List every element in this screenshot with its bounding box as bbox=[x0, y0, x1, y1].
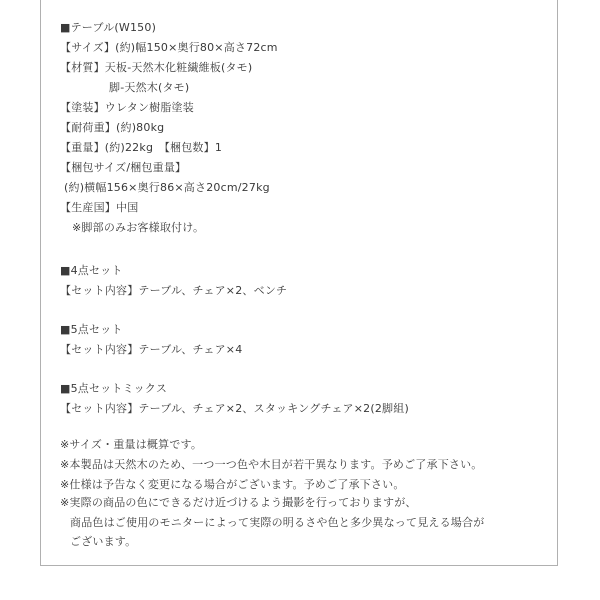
table-material-legs: 脚-天然木(タモ) bbox=[109, 81, 190, 94]
set-contents: 【セット内容】テーブル、チェア×4 bbox=[60, 343, 243, 356]
table-package-label: 【梱包サイズ/梱包重量】 bbox=[60, 161, 187, 174]
table-package-value: (約)横幅156×奥行86×高さ20cm/27kg bbox=[64, 181, 270, 194]
table-weight: 【重量】(約)22kg 【梱包数】1 bbox=[60, 141, 223, 154]
note-line: ※仕様は予告なく変更になる場合がございます。予めご了承下さい。 bbox=[60, 478, 405, 491]
table-heading: ■テーブル(W150) bbox=[60, 21, 157, 34]
set-contents: 【セット内容】テーブル、チェア×2、ベンチ bbox=[60, 284, 288, 297]
set-contents: 【セット内容】テーブル、チェア×2、スタッキングチェア×2(2脚組) bbox=[60, 402, 409, 415]
table-size: 【サイズ】(約)幅150×奥行80×高さ72cm bbox=[60, 41, 278, 54]
table-finish: 【塗装】ウレタン樹脂塗装 bbox=[60, 101, 194, 114]
set-heading: ■5点セットミックス bbox=[60, 382, 168, 395]
set-heading: ■4点セット bbox=[60, 264, 123, 277]
set-heading: ■5点セット bbox=[60, 323, 123, 336]
note-line: ございます。 bbox=[70, 535, 137, 548]
note-line: ※本製品は天然木のため、一つ一つ色や木目が若干異なります。予めご了承下さい。 bbox=[60, 458, 483, 471]
note-line: ※サイズ・重量は概算です。 bbox=[60, 438, 203, 451]
note-line: 商品色はご使用のモニターによって実際の明るさや色と多少異なって見える場合が bbox=[70, 516, 485, 529]
note-line: ※実際の商品の色にできるだけ近づけるよう撮影を行っておりますが、 bbox=[60, 496, 417, 509]
table-origin: 【生産国】中国 bbox=[60, 201, 139, 214]
assembly-note: ※脚部のみお客様取付け。 bbox=[72, 221, 205, 234]
table-load: 【耐荷重】(約)80kg bbox=[60, 121, 165, 134]
table-material-top: 【材質】天板-天然木化粧繊維板(タモ) bbox=[60, 61, 253, 74]
